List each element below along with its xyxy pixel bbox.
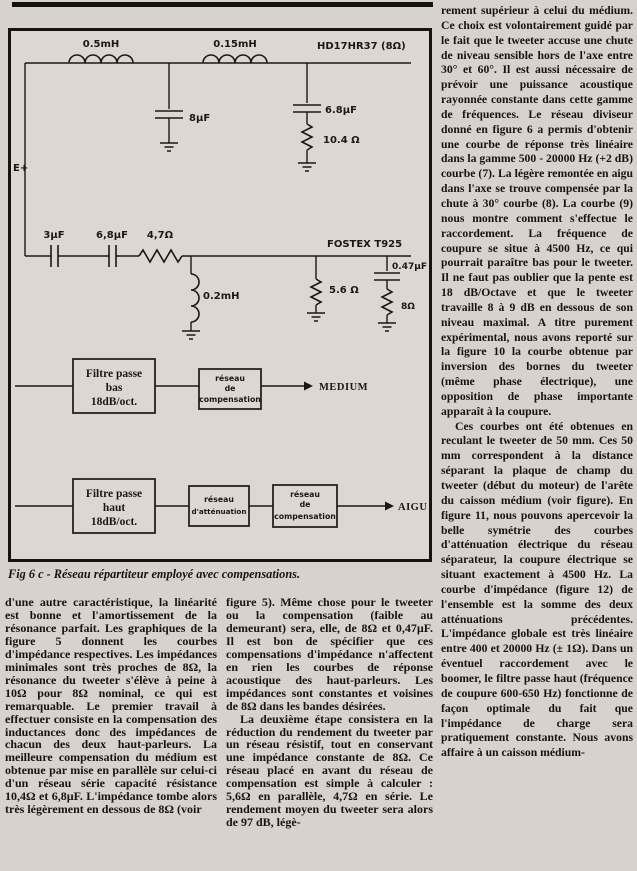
page-top-rule [12,2,433,7]
aigu-output-label: AIGU [398,502,428,513]
capacitor-0_47uF-label: 0.47µF [392,262,427,272]
text-column-left [5,596,217,868]
body-paragraph: La deuxième étape consistera en la réduction du rendement du tweeter par un réseau résistif, tout en conservant une impédance constante de 8Ω. Ce réseau placé en avant du réseau de compensation est simple à calculer : 5,6Ω en parallèle, 4,7Ω en série. Le rendement moyen du tweeter sera alors de 97 dB, légè- [226,711,433,830]
lowpass-line1: Filtre passe [85,368,143,380]
capacitor-6_8uF-label: 6.8µF [325,105,357,116]
resistor-4_7ohm-label: 4,7Ω [146,230,174,241]
resistor-5_6ohm-label: 5.6 Ω [329,285,359,296]
ground-icon [160,143,178,151]
figure-6c-box [8,28,432,562]
comp2-line3: compensation [274,512,336,521]
capacitor-8uF-shunt [155,63,183,151]
inductor-0_5mH [69,55,133,63]
comp1-line1: réseau [215,374,245,383]
highpass-line2: haut [102,502,126,514]
crossover-schematic [11,31,429,559]
aigu-arrow-icon [385,502,394,511]
body-paragraph: d'une autre caractéristique, la linéarité est bonne et l'amortissement de la résonance parfait. Les graphiques de la figure 5 donnent les courbes d'impédance respectives. Les impédances minimales sont très proches de 8Ω, la résonance du tweeter s'élève à peine à 10Ω pour 8Ω nominal, ce qui est remarquable. Le premier travail à effectuer consiste en la compensation des inductances donc des impédances de chacun des deux haut-parleurs. La meilleure compensation du médium est obtenue par mise en parallèle sur celui-ci d'un réseau série capacité résistance 10,4Ω et 6,8µF. L'impédance tombe alors très légèrement en dessous de 8Ω (voir [5,596,217,817]
comp1-line2: de [224,384,236,393]
capacitor-3uF [51,245,58,267]
inductor-0_2mH-label: 0.2mH [203,291,240,302]
inductor-0_2mH-shunt [182,256,200,339]
medium-output-label: MEDIUM [319,382,369,393]
capacitor-8uF-label: 8µF [189,113,211,124]
inductor-0_15mH-label: 0.15mH [213,39,257,50]
inductor-0_5mH-label: 0.5mH [82,39,120,50]
body-paragraph: figure 5). Même chose pour le tweeter ou la compensation (faible au demeurant) sera, elle, de 8Ω et 0,47µF. Il est bon de spécifier que ces compensations d'impédance n'affectent en rien les courbes de réponse acoustique des haut-parleurs. Les impédances sont constantes et voisines de 8Ω dans les bandes désirées. [226,596,433,713]
ground-icon [378,323,396,331]
capacitor-6_8uF-series-label: 6,8µF [96,230,128,241]
capacitor-3uF-label: 3µF [43,230,65,241]
figure-caption: Fig 6 c - Réseau répartiteur employé avec compensations. [8,567,301,581]
medium-arrow-icon [304,382,313,391]
comp1-line3: compensation [199,395,261,404]
highpass-line3: 18dB/oct. [90,516,138,528]
text-column-right [441,4,633,868]
input-label: E+ [13,163,29,174]
resistor-4_7ohm [139,250,182,262]
comp2-line2: de [299,500,311,509]
lowpass-line3: 18dB/oct. [90,396,138,408]
tweeter-driver-label: FOSTEX T925 [327,239,403,250]
text-column-middle [226,596,433,868]
body-paragraph: rement supérieur à celui du médium. Ce choix est volontairement guidé par le fait que le tweeter accuse une chute de niveau sensible hors de l'axe entre 30° et 60°. Il est aussi nécessaire de prévoir une puissance acoustique rayonnée constante dans cette gamme de fréquences. Le réseau diviseur donné en figure 6 a permis d'obtenir une courbe de réponse très linéaire dans la gamme 500 - 20000 Hz (+2 dB) courbe (7). La légère remontée en aigu dans l'axe se trouve compensée par la chute à 30° courbe (8). La courbe (9) nous montre comment s'effectue le raccordement. La fréquence de coupure se situe à 4500 Hz, ce qui pourrait paraître bas pour le tweeter. Il ne faut pas oublier que la pente est 18 dB/Octave et que le tweeter travaille 8 à 9 dB en dessous de son niveau maximal. A titre purement expérimental, nous avons reporté sur la figure 10 la courbe obtenue par inversion des bornes du tweeter (même phase électrique), une opposition de phase importante apparaît à la coupure. [441,4,633,418]
atten-line1: réseau [204,495,234,504]
ground-icon [307,313,325,321]
ground-icon [298,163,316,171]
comp2-line1: réseau [290,490,320,499]
medium-network-section [25,39,411,256]
capacitor-6_8uF-series [109,245,116,267]
block-diagram [15,359,427,533]
medium-driver-label: HD17HR37 (8Ω) [317,41,406,52]
tweeter-network-section [13,163,427,339]
body-paragraph: Ces courbes ont été obtenues en reculant le tweeter de 50 mm. Ces 50 mm correspondent à la distance séparant la plaque de champ du tweeter (début du moteur) de l'arête du caisson médium (voir figure). En figure 11, nous pouvons apercevoir la belle symétrie des courbes d'atténuation électrique du réseau séparateur, la coupure électrique se situant exactement à 4500 Hz. La courbe d'impédance (figure 12) de l'ensemble est la somme des deux atténuations précédentes. L'impédance globale est très linéaire entre 400 et 20000 Hz (± 1Ω). Dans un éventuel raccordement avec le boomer, le filtre passe haut (fréquence de coupure 600-650 Hz) fonctionne de façon optimale du fait que l'impédance de charge sera pratiquement constante. Nous avons affaire à un caisson médium- [441,419,633,760]
highpass-line1: Filtre passe [85,488,143,500]
inductor-0_15mH [203,55,267,63]
rc-compensation-medium [293,63,321,171]
lowpass-line2: bas [105,382,123,394]
ground-icon [182,331,200,339]
resistor-5_6ohm-shunt [307,256,325,321]
resistor-8ohm-label: 8Ω [401,302,415,312]
attenuation-block [189,486,249,526]
atten-line2: d'atténuation [191,507,247,516]
resistor-10_4ohm-label: 10.4 Ω [323,135,360,146]
